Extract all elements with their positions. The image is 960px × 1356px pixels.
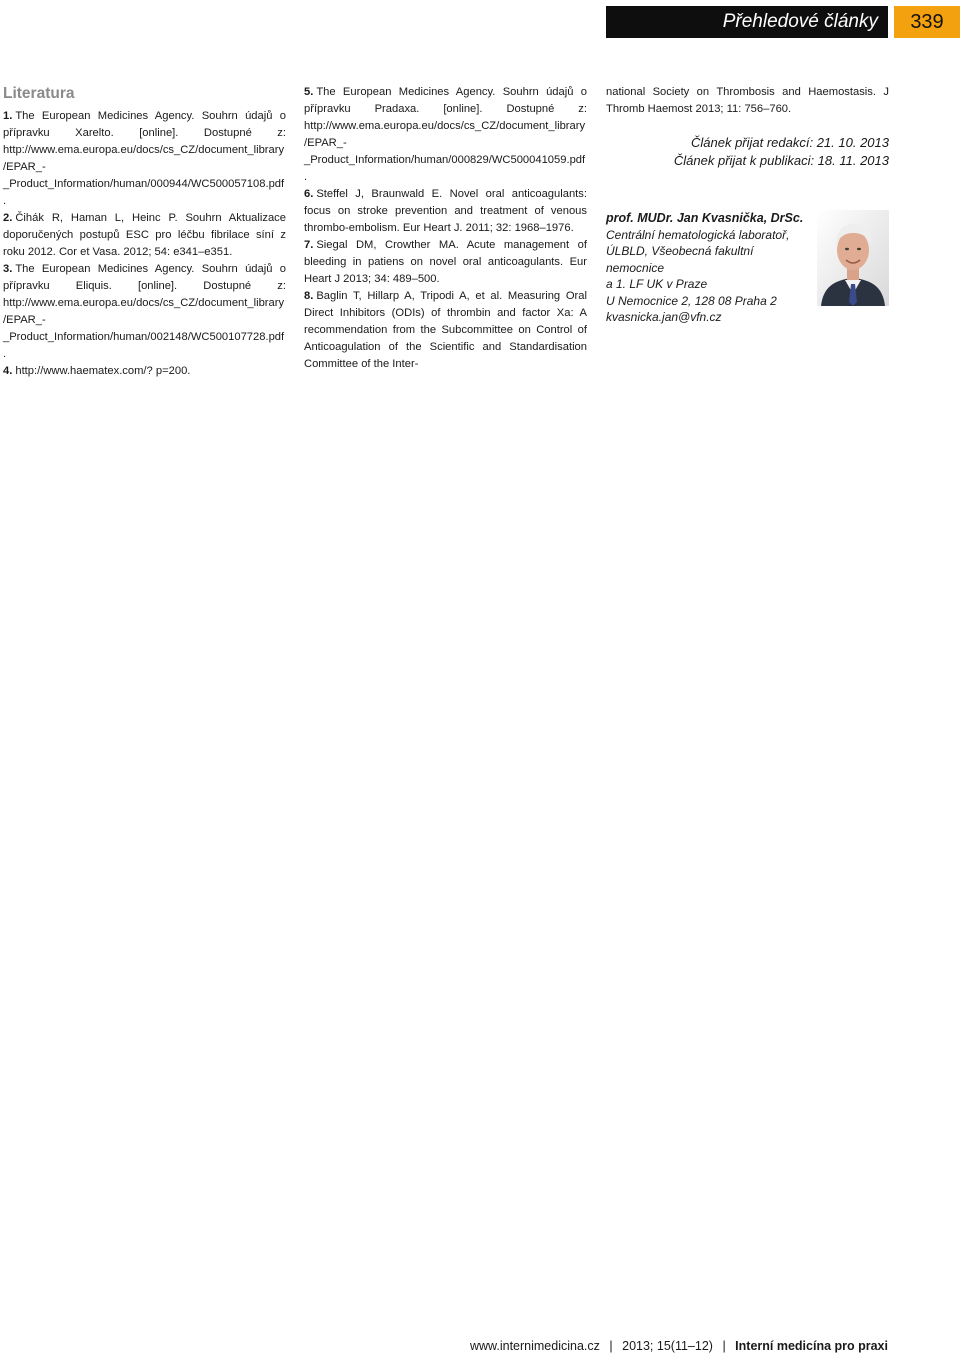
author-address: U Nemocnice 2, 128 08 Praha 2	[606, 293, 777, 308]
author-contact	[606, 210, 806, 326]
footer-separator: |	[609, 1339, 613, 1353]
reference-item: 4. http://www.haematex.com/? p=200.	[3, 365, 191, 377]
accepted-date: Článek přijat k publikaci: 18. 11. 2013	[673, 153, 889, 168]
section-header	[606, 6, 888, 38]
page-number: 339	[894, 6, 960, 38]
reference-item: 3. The European Medicines Agency. Souhrn údajů o přípravku Eliquis. [online]. Dostupné z: http://www.ema.europa.eu/docs/cs_CZ/document_library/EPAR_-_Product_Information/human/002148/WC500107728.pdf.	[3, 263, 286, 360]
author-email: kvasnicka.jan@vfn.cz	[606, 310, 722, 324]
reference-item: 7. Siegal DM, Crowther MA. Acute management of bleeding in patiens on novel oral anticoagulants. Eur Heart J 2013; 34: 489–500.	[304, 239, 587, 285]
author-affiliation: a 1. LF UK v Praze	[606, 277, 708, 291]
author-affiliation: Centrální hematologická laboratoř,	[606, 227, 790, 242]
footer-journal: Interní medicína pro praxi	[735, 1339, 888, 1353]
footer-website: www.internimedicina.cz	[469, 1339, 600, 1353]
references-heading: Literatura	[3, 85, 75, 102]
author-affiliation: ÚLBLD, Všeobecná fakultní nemocnice	[606, 244, 754, 275]
footer-separator: |	[722, 1339, 726, 1353]
reference-continuation: national Society on Thrombosis and Haemostasis. J Thromb Haemost 2013; 11: 756–760.	[606, 86, 889, 115]
reference-item: 6. Steffel J, Braunwald E. Novel oral anticoagulants: focus on stroke prevention and treatment of venous thrombo-embolism. Eur Heart J. 2011; 32: 1968–1976.	[304, 188, 587, 234]
portrait-illustration	[817, 210, 889, 306]
section-title: Přehledové články	[722, 11, 878, 32]
article-dates	[606, 134, 889, 170]
footer-issue: 2013; 15(11–12)	[622, 1339, 713, 1353]
reference-item: 8. Baglin T, Hillarp A, Tripodi A, et al. Measuring Oral Direct Inhibitors (ODIs) of thrombin and factor Xa: A recommendation from the Subcommittee on Control of Anticoagulation of the Scientific and Standardisation Committee of the Inter-	[304, 290, 587, 370]
references-column-2	[304, 84, 587, 373]
author-photo	[817, 210, 889, 306]
author-name: prof. MUDr. Jan Kvasnička, DrSc.	[606, 211, 804, 225]
references-column-3	[606, 84, 889, 170]
reference-item: 1. The European Medicines Agency. Souhrn údajů o přípravku Xarelto. [online]. Dostupné z: http://www.ema.europa.eu/docs/cs_CZ/document_library/EPAR_-_Product_Information/human/000944/WC500057108.pdf.	[3, 110, 286, 207]
reference-item: 5. The European Medicines Agency. Souhrn údajů o přípravku Pradaxa. [online]. Dostupné z: http://www.ema.europa.eu/docs/cs_CZ/document_library/EPAR_-_Product_Information/human/000829/WC500041059.pdf.	[304, 86, 587, 183]
references-column-1	[3, 84, 286, 380]
received-date: Článek přijat redakcí: 21. 10. 2013	[690, 135, 889, 150]
page-footer	[470, 1338, 888, 1354]
reference-item: 2. Čihák R, Haman L, Heinc P. Souhrn Aktualizace doporučených postupů ESC pro léčbu fibrilace síní z roku 2012. Cor et Vasa. 2012; 54: e341–e351.	[3, 212, 286, 258]
